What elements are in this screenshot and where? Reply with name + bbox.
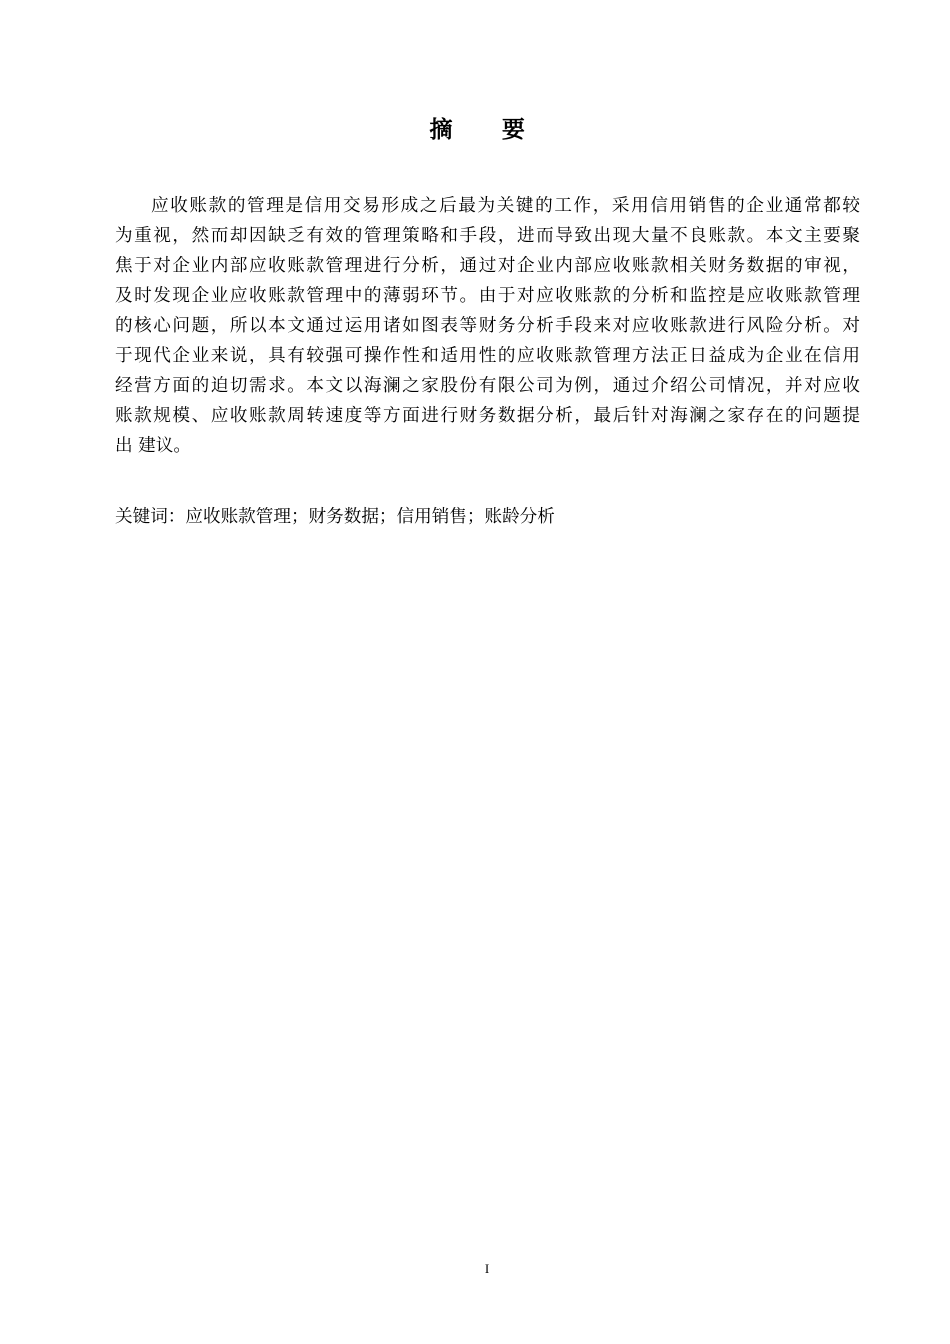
abstract-line: 出 建议。 — [115, 436, 191, 456]
keywords-line: 关键词：应收账款管理；财务数据；信用销售；账龄分析 — [115, 507, 555, 527]
abstract-line: 的核心问题，所以本文通过运用诸如图表等财务分析手段来对应收账款进行风险分析。对 — [115, 316, 860, 336]
abstract-line: 于现代企业来说，具有较强可操作性和适用性的应收账款管理方法正日益成为企业在信用 — [115, 346, 860, 366]
abstract-line: 应收账款的管理是信用交易形成之后最为关键的工作，采用信用销售的企业通常都较 — [151, 196, 860, 216]
abstract-line: 为重视，然而却因缺乏有效的管理策略和手段，进而导致出现大量不良账款。本文主要聚 — [115, 226, 860, 246]
abstract-line: 经营方面的迫切需求。本文以海澜之家股份有限公司为例，通过介绍公司情况，并对应收 — [115, 376, 860, 396]
abstract-title: 摘 要 — [429, 117, 546, 143]
abstract-line: 账款规模、应收账款周转速度等方面进行财务数据分析，最后针对海澜之家存在的问题提 — [115, 406, 860, 426]
page-number: I — [484, 1261, 490, 1276]
abstract-line: 及时发现企业应收账款管理中的薄弱环节。由于对应收账款的分析和监控是应收账款管理 — [115, 286, 860, 306]
abstract-body — [115, 191, 860, 461]
abstract-line: 焦于对企业内部应收账款管理进行分析，通过对企业内部应收账款相关财务数据的审视， — [115, 256, 860, 276]
